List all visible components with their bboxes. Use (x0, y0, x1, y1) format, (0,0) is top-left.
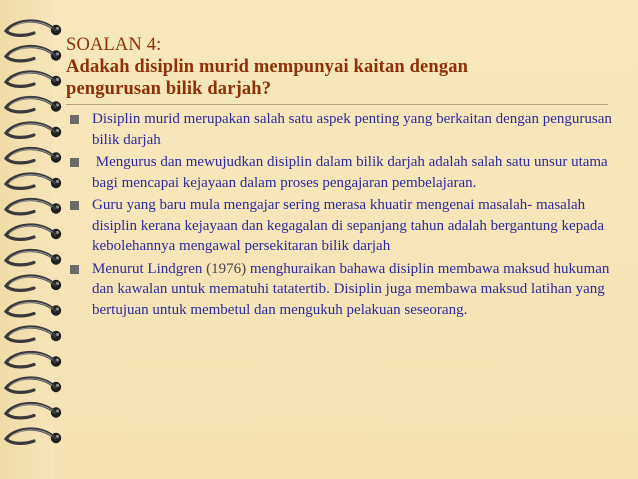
spiral-binding (0, 0, 70, 479)
spiral-ring-icon (6, 353, 61, 367)
title-line-2: Adakah disiplin murid mempunyai kaitan dengan (66, 57, 469, 77)
spiral-ring-icon (6, 21, 61, 35)
slide-title (66, 34, 612, 100)
title-divider (66, 104, 608, 105)
spiral-ring-icon (6, 98, 61, 112)
bullet-text-before: Menurut Lindgren (92, 260, 207, 277)
spiral-ring-icon (6, 149, 61, 163)
spiral-ring-icon (6, 404, 61, 418)
citation-year: (1976) (206, 260, 247, 277)
spiral-ring-icon (6, 123, 61, 137)
slide-content (66, 34, 612, 322)
square-bullet-icon (70, 158, 79, 167)
spiral-ring-icon (6, 378, 61, 392)
bullet-text: Guru yang baru mula mengajar sering merasa khuatir mengenai masalah- masalah disiplin kerana kejayaan dan kegagalan di sepanjang tahun adalah bergantung kepada kebolehannya mengawal persekitaran bilik darjah (92, 197, 605, 254)
bullet-text-after: menghuraikan bahawa disiplin membawa maksud hukuman dan kawalan untuk mematuhi tatatertib. Disiplin juga membawa maksud latihan yang bertujuan untuk membetul dan mengukuh pelakuan seseorang. (92, 260, 610, 318)
bullet-point-1 (66, 109, 612, 150)
spiral-ring-icon (6, 225, 61, 239)
spiral-ring-icon (6, 72, 61, 86)
square-bullet-icon (70, 115, 79, 124)
spiral-ring-icon (6, 429, 61, 443)
bullet-list (66, 109, 612, 320)
title-line-3: pengurusan bilik darjah? (66, 79, 272, 99)
spiral-ring-icon (6, 276, 61, 290)
title-line-1: SOALAN 4: (66, 35, 162, 55)
spiral-ring-icon (6, 302, 61, 316)
bullet-point-3 (66, 195, 612, 257)
square-bullet-icon (70, 201, 79, 210)
bullet-point-4 (66, 259, 612, 321)
bullet-text: Mengurus dan mewujudkan disiplin dalam bilik darjah adalah salah satu unsur utama bagi mencapai kejayaan dalam proses pengajaran pembelajaran. (92, 154, 612, 191)
spiral-ring-icon (6, 251, 61, 265)
spiral-ring-icon (6, 200, 61, 214)
spiral-ring-icon (6, 174, 61, 188)
bullet-point-2 (66, 152, 612, 193)
spiral-ring-icon (6, 47, 61, 61)
square-bullet-icon (70, 265, 79, 274)
spiral-ring-icon (6, 327, 61, 341)
bullet-text: Disiplin murid merupakan salah satu aspek penting yang berkaitan dengan pengurusan bilik darjah (92, 111, 612, 148)
